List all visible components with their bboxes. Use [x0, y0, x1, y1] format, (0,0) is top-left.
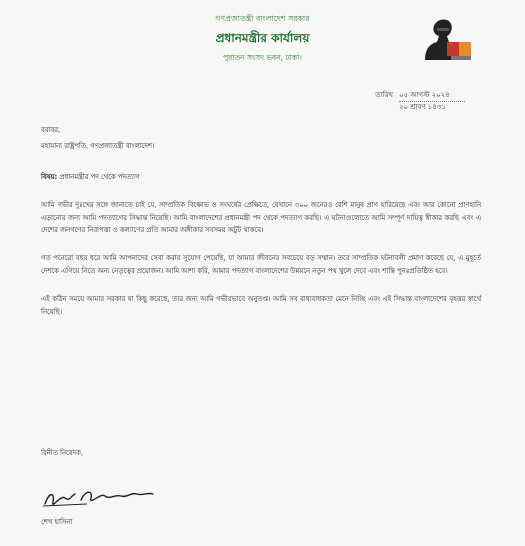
salutation: বরাবর,	[41, 126, 61, 134]
government-name: গণপ্রজাতন্ত্রী বাংলাদেশ সরকার	[215, 14, 310, 23]
paragraph-3: এই কঠিন সময়ে আমার সরকার যা কিছু করেছে, তার জন্য আমি গভীরভাবে অনুতপ্ত। আমি সব বাধ্যবাধকতা মেনে নিচ্ছি এবং এই সিদ্ধান্ত বাংলাদেশের বৃহত্তর স্বার্থে নিয়েছি।	[41, 295, 481, 316]
subject-label: বিষয়:	[41, 172, 58, 181]
paragraph-1: আমি গভীর দুঃখের সঙ্গে জানাতে চাই যে, সাম্প্রতিক বিক্ষোভ ও সংঘর্ষের প্রেক্ষিতে, যেখানে ৩০০ জনেরও বেশি মানুষ প্রাণ হারিয়েছে এবং আর কোনো প্রাণহানি এড়ানোর জন্য আমি পদত্যাগের সিদ্ধান্ত নিয়েছি। আমি বাংলাদেশের প্রধানমন্ত্রী পদ থেকে পদত্যাগ করছি। এ ঘটনাগুলোতে আমি সম্পূর্ণ দায়িত্ব স্বীকার করছি এবং এ দেশের জনগণের নিরাপত্তা ও কল্যাণের প্রতি আমার অঙ্গীকার সবসময় অটুট থাকবে।	[41, 201, 481, 235]
recipient-line: মহামান্য রাষ্ট্রপতি, গণপ্রজাতন্ত্রী বাংলাদেশ।	[41, 142, 155, 151]
subject-line	[41, 171, 481, 183]
date-bengali: ২০ শ্রাবণ ১৪৩১	[399, 103, 446, 111]
paragraph-2: গত পনেরো বছর ধরে আমি আপনাদের সেবা করার সুযোগ পেয়েছি, যা আমার জীবনের সবচেয়ে বড় সম্মান। তবে সাম্প্রতিক ঘটনাবলী প্রমাণ করেছে যে, এ মুহূর্তে দেশকে এগিয়ে নিতে অন্য নেতৃত্বের প্রয়োজন। আমি আশা করি, আমার পদত্যাগ বাংলাদেশের উন্নয়নে নতুন পথ খুলে দেবে এবং শান্তি পুনঃপ্রতিষ্ঠিত হবে।	[41, 254, 481, 275]
handwritten-signature	[41, 484, 171, 512]
date-label: তারিখ	[375, 91, 393, 99]
office-title: প্রধানমন্ত্রীর কার্যালয়	[215, 31, 310, 45]
subject-text: প্রধানমন্ত্রীর পদ থেকে পদত্যাগ	[59, 172, 140, 181]
closing: বিনীত নিবেদক,	[41, 449, 83, 457]
letter-body	[41, 124, 481, 318]
signer-name: শেখ হাসিনা	[41, 518, 73, 526]
portrait-logo	[417, 16, 479, 66]
office-address: পুরাতন সংসদ ভবন, ঢাকা।	[223, 53, 302, 62]
date-gregorian: ০৫ আগস্ট ২০২৪	[399, 91, 450, 99]
date-block	[371, 90, 465, 113]
